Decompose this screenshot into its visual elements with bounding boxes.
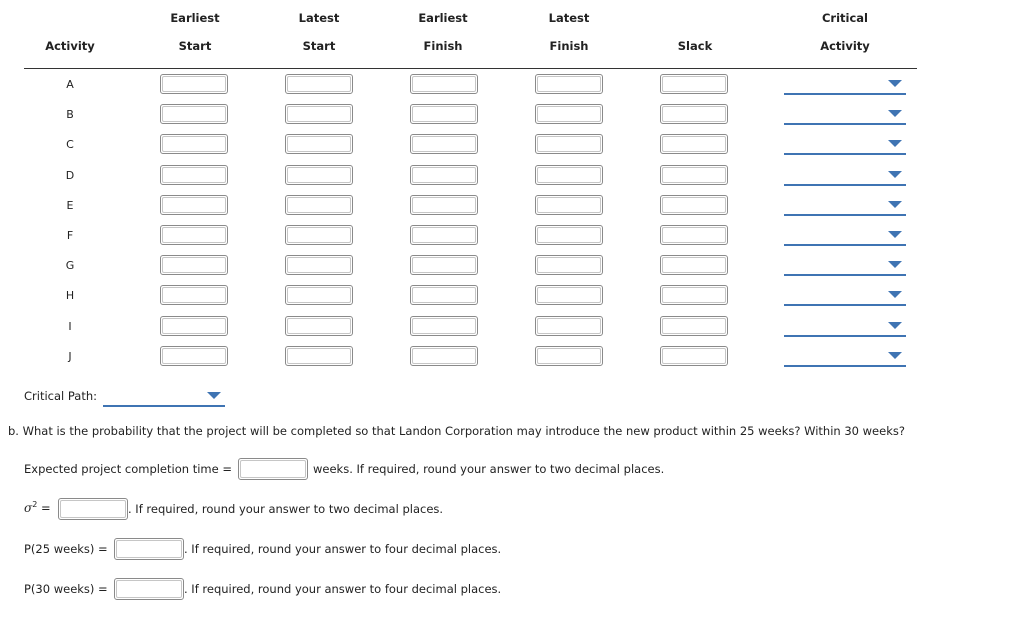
earliest-start-box: [160, 255, 228, 275]
header-latest-finish-top: Latest: [548, 11, 590, 25]
earliest-finish-box: [410, 255, 478, 275]
earliest-finish-input[interactable]: [412, 76, 476, 92]
latest-start-input[interactable]: [287, 257, 351, 273]
earliest-finish-input[interactable]: [412, 106, 476, 122]
earliest-finish-box: [410, 195, 478, 215]
question-b-text: b. What is the probability that the project will be completed so that Landon Corporation may introduce the new product within 25 weeks? Within 30 weeks?: [8, 424, 905, 438]
p25-box: [114, 538, 184, 560]
activity-label: I: [68, 319, 72, 333]
latest-finish-input[interactable]: [537, 318, 601, 334]
latest-finish-input[interactable]: [537, 106, 601, 122]
expected-time-suffix: weeks. If required, round your answer to two decimal places.: [313, 462, 665, 476]
slack-box: [660, 74, 728, 94]
slack-box: [660, 225, 728, 245]
earliest-start-input[interactable]: [162, 287, 226, 303]
latest-start-input[interactable]: [287, 106, 351, 122]
variance-suffix: . If required, round your answer to two decimal places.: [128, 502, 444, 516]
critical-activity-select[interactable]: [784, 256, 906, 276]
earliest-start-box: [160, 195, 228, 215]
p25-label: P(25 weeks) =: [24, 542, 108, 556]
variance-box: [58, 498, 128, 520]
p30-box: [114, 578, 184, 600]
earliest-start-input[interactable]: [162, 136, 226, 152]
expected-time-label: Expected project completion time =: [24, 462, 232, 476]
variance-input[interactable]: [60, 500, 126, 518]
latest-finish-input[interactable]: [537, 287, 601, 303]
slack-box: [660, 346, 728, 366]
earliest-start-input[interactable]: [162, 227, 226, 243]
chevron-down-icon: [888, 80, 902, 87]
latest-start-box: [285, 285, 353, 305]
earliest-start-box: [160, 285, 228, 305]
header-earliest-finish-top: Earliest: [418, 11, 468, 25]
earliest-start-box: [160, 134, 228, 154]
chevron-down-icon: [888, 291, 902, 298]
slack-input[interactable]: [662, 287, 726, 303]
latest-start-input[interactable]: [287, 348, 351, 364]
latest-finish-box: [535, 104, 603, 124]
chevron-down-icon: [888, 231, 902, 238]
latest-start-box: [285, 134, 353, 154]
slack-input[interactable]: [662, 318, 726, 334]
variance-label: [24, 500, 51, 515]
activity-label: C: [66, 138, 74, 152]
critical-activity-select[interactable]: [784, 196, 906, 216]
latest-start-input[interactable]: [287, 167, 351, 183]
activity-label: E: [66, 198, 74, 212]
p30-input[interactable]: [116, 580, 182, 598]
earliest-finish-box: [410, 346, 478, 366]
slack-box: [660, 316, 728, 336]
latest-finish-input[interactable]: [537, 348, 601, 364]
earliest-start-input[interactable]: [162, 197, 226, 213]
slack-box: [660, 104, 728, 124]
slack-input[interactable]: [662, 76, 726, 92]
latest-finish-box: [535, 134, 603, 154]
slack-input[interactable]: [662, 136, 726, 152]
slack-input[interactable]: [662, 257, 726, 273]
earliest-finish-input[interactable]: [412, 287, 476, 303]
p30-label: P(30 weeks) =: [24, 582, 108, 596]
critical-activity-select[interactable]: [784, 226, 906, 246]
latest-finish-box: [535, 346, 603, 366]
slack-box: [660, 285, 728, 305]
critical-activity-select[interactable]: [784, 166, 906, 186]
expected-time-box: [238, 458, 308, 480]
latest-finish-input[interactable]: [537, 257, 601, 273]
activity-label: G: [65, 259, 75, 273]
latest-finish-input[interactable]: [537, 167, 601, 183]
latest-finish-box: [535, 316, 603, 336]
earliest-finish-box: [410, 104, 478, 124]
chevron-down-icon: [888, 352, 902, 359]
activity-label: A: [66, 78, 74, 91]
header-latest-start-top: Latest: [298, 11, 340, 25]
critical-activity-select[interactable]: [784, 317, 906, 337]
header-earliest-start-bottom: Start: [178, 39, 212, 53]
critical-path-label: Critical Path:: [24, 389, 98, 403]
latest-start-box: [285, 165, 353, 185]
header-earliest-finish-bottom: Finish: [423, 39, 463, 53]
activity-label: B: [66, 108, 74, 122]
earliest-start-box: [160, 104, 228, 124]
latest-start-input[interactable]: [287, 76, 351, 92]
latest-start-box: [285, 104, 353, 124]
latest-start-box: [285, 346, 353, 366]
slack-box: [660, 195, 728, 215]
latest-start-box: [285, 74, 353, 94]
latest-start-box: [285, 225, 353, 245]
chevron-down-icon: [888, 110, 902, 117]
earliest-start-box: [160, 74, 228, 94]
earliest-start-box: [160, 165, 228, 185]
chevron-down-icon: [888, 322, 902, 329]
chevron-down-icon: [888, 261, 902, 268]
slack-input[interactable]: [662, 348, 726, 364]
latest-start-input[interactable]: [287, 197, 351, 213]
latest-finish-input[interactable]: [537, 227, 601, 243]
earliest-start-input[interactable]: [162, 257, 226, 273]
header-latest-start-bottom: Start: [302, 39, 336, 53]
earliest-finish-input[interactable]: [412, 167, 476, 183]
latest-start-input[interactable]: [287, 287, 351, 303]
earliest-finish-box: [410, 285, 478, 305]
latest-finish-box: [535, 165, 603, 185]
slack-input[interactable]: [662, 197, 726, 213]
header-critical-bottom: Activity: [820, 39, 870, 53]
earliest-finish-box: [410, 134, 478, 154]
activity-label: D: [65, 168, 75, 182]
earliest-start-input[interactable]: [162, 318, 226, 334]
latest-finish-box: [535, 225, 603, 245]
earliest-start-box: [160, 346, 228, 366]
header-divider: [24, 68, 917, 69]
header-activity: Activity: [45, 39, 95, 53]
earliest-start-input[interactable]: [162, 106, 226, 122]
latest-start-box: [285, 255, 353, 275]
critical-activity-select[interactable]: [784, 286, 906, 306]
earliest-finish-input[interactable]: [412, 136, 476, 152]
chevron-down-icon: [207, 392, 221, 399]
header-critical-top: Critical: [821, 11, 868, 25]
header-earliest-start-top: Earliest: [170, 11, 220, 25]
sigma-exponent: 2: [32, 500, 38, 509]
latest-finish-input[interactable]: [537, 136, 601, 152]
latest-start-input[interactable]: [287, 136, 351, 152]
latest-finish-box: [535, 195, 603, 215]
earliest-finish-input[interactable]: [412, 257, 476, 273]
latest-finish-input[interactable]: [537, 76, 601, 92]
critical-activity-select[interactable]: [784, 105, 906, 125]
critical-activity-select[interactable]: [784, 135, 906, 155]
latest-finish-box: [535, 285, 603, 305]
earliest-finish-input[interactable]: [412, 348, 476, 364]
latest-start-box: [285, 316, 353, 336]
earliest-finish-box: [410, 165, 478, 185]
earliest-finish-box: [410, 225, 478, 245]
earliest-start-box: [160, 316, 228, 336]
p30-suffix: . If required, round your answer to four decimal places.: [184, 582, 502, 596]
p25-input[interactable]: [116, 540, 182, 558]
earliest-start-input[interactable]: [162, 76, 226, 92]
slack-box: [660, 134, 728, 154]
expected-time-input[interactable]: [240, 460, 306, 478]
earliest-start-input[interactable]: [162, 348, 226, 364]
chevron-down-icon: [888, 140, 902, 147]
header-latest-finish-bottom: Finish: [549, 39, 589, 53]
slack-box: [660, 165, 728, 185]
critical-activity-select[interactable]: [784, 75, 906, 95]
latest-start-input[interactable]: [287, 227, 351, 243]
earliest-start-box: [160, 225, 228, 245]
chevron-down-icon: [888, 201, 902, 208]
critical-path-select[interactable]: [103, 387, 225, 407]
activity-label: J: [68, 349, 72, 363]
earliest-finish-input[interactable]: [412, 227, 476, 243]
variance-equals: =: [40, 500, 51, 515]
earliest-finish-input[interactable]: [412, 197, 476, 213]
latest-finish-box: [535, 255, 603, 275]
header-slack: Slack: [677, 39, 713, 53]
sigma-symbol: σ: [24, 500, 33, 515]
slack-box: [660, 255, 728, 275]
slack-input[interactable]: [662, 106, 726, 122]
latest-finish-box: [535, 74, 603, 94]
latest-start-input[interactable]: [287, 318, 351, 334]
earliest-finish-box: [410, 74, 478, 94]
earliest-start-input[interactable]: [162, 167, 226, 183]
p25-suffix: . If required, round your answer to four decimal places.: [184, 542, 502, 556]
earliest-finish-box: [410, 316, 478, 336]
latest-finish-input[interactable]: [537, 197, 601, 213]
latest-start-box: [285, 195, 353, 215]
activity-label: F: [66, 229, 74, 242]
slack-input[interactable]: [662, 167, 726, 183]
critical-activity-select[interactable]: [784, 347, 906, 367]
activity-label: H: [65, 289, 75, 303]
slack-input[interactable]: [662, 227, 726, 243]
earliest-finish-input[interactable]: [412, 318, 476, 334]
chevron-down-icon: [888, 171, 902, 178]
